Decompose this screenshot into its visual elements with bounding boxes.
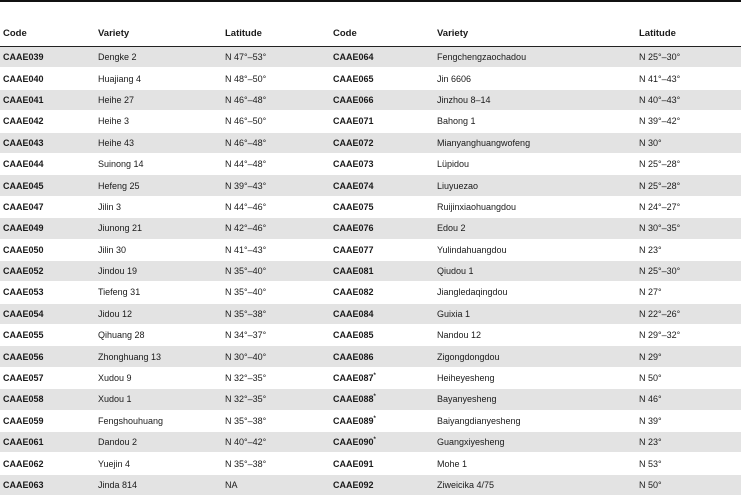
variety-cell: Jinzhou 8–14 [434, 89, 636, 110]
variety-cell: Xudou 9 [95, 367, 222, 388]
latitude-cell: N 29°–32° [636, 325, 741, 346]
table-row [0, 175, 741, 196]
variety-cell: Fengshouhuang [95, 410, 222, 431]
code-cell: CAAE041 [0, 89, 95, 110]
variety-cell: Jidou 12 [95, 303, 222, 324]
latitude-cell: N 41°–43° [222, 239, 330, 260]
code-cell: CAAE062 [0, 453, 95, 474]
table-row [0, 260, 741, 281]
variety-cell: Jinda 814 [95, 474, 222, 495]
latitude-cell: N 41°–43° [636, 68, 741, 89]
latitude-cell: N 24°–27° [636, 196, 741, 217]
code-text: CAAE092 [333, 480, 374, 490]
variety-cell: Edou 2 [434, 218, 636, 239]
latitude-cell: N 46°–48° [222, 132, 330, 153]
variety-cell: Qihuang 28 [95, 325, 222, 346]
code-cell [330, 260, 434, 281]
latitude-cell: N 53° [636, 453, 741, 474]
code-cell [330, 175, 434, 196]
latitude-cell: N 39° [636, 410, 741, 431]
latitude-cell: N 34°–37° [222, 325, 330, 346]
wild-footnote-mark: * [373, 415, 376, 422]
code-cell: CAAE056 [0, 346, 95, 367]
latitude-cell: N 25°–30° [636, 260, 741, 281]
code-text: CAAE075 [333, 201, 374, 212]
code-cell [330, 389, 434, 410]
latitude-cell: N 46° [636, 389, 741, 410]
code-text: CAAE064 [333, 52, 374, 63]
variety-cell: Bahong 1 [434, 111, 636, 132]
code-cell [330, 432, 434, 453]
header-row [0, 20, 741, 47]
code-cell [330, 111, 434, 132]
code-cell [330, 303, 434, 324]
table-row [0, 346, 741, 367]
table-row [0, 111, 741, 132]
variety-cell: Suinong 14 [95, 153, 222, 174]
variety-cell: Bayanyesheng [434, 389, 636, 410]
variety-cell: Ruijinxiaohuangdou [434, 196, 636, 217]
code-text: CAAE074 [333, 180, 374, 191]
header-latitude-right: Latitude [636, 20, 741, 47]
latitude-cell: N 32°–35° [222, 389, 330, 410]
variety-cell: Jindou 19 [95, 260, 222, 281]
latitude-cell: N 25°–28° [636, 175, 741, 196]
variety-cell: Jiangledaqingdou [434, 282, 636, 303]
wild-footnote-mark: * [373, 373, 376, 380]
table-row [0, 325, 741, 346]
code-cell: CAAE057 [0, 367, 95, 388]
variety-cell: Heiheyesheng [434, 367, 636, 388]
latitude-cell: N 29° [636, 346, 741, 367]
code-text: CAAE085 [333, 330, 374, 341]
code-cell: CAAE044 [0, 153, 95, 174]
table-row [0, 47, 741, 68]
table-row [0, 303, 741, 324]
code-cell: CAAE040 [0, 68, 95, 89]
code-cell: CAAE063 [0, 474, 95, 495]
latitude-cell: N 46°–48° [222, 89, 330, 110]
variety-cell: Liuyuezao [434, 175, 636, 196]
variety-cell: Tiefeng 31 [95, 282, 222, 303]
wild-footnote-mark: * [373, 437, 376, 444]
latitude-cell: N 39°–43° [222, 175, 330, 196]
code-text: CAAE072 [333, 137, 374, 148]
table-row [0, 474, 741, 495]
variety-cell: Yuejin 4 [95, 453, 222, 474]
header-variety-right: Variety [434, 20, 636, 47]
code-cell: CAAE049 [0, 218, 95, 239]
variety-cell: Ziweicika 4/75 [434, 474, 636, 495]
code-text: CAAE073 [333, 159, 374, 170]
variety-cell: Dandou 2 [95, 432, 222, 453]
table-row [0, 196, 741, 217]
code-cell: CAAE039 [0, 47, 95, 68]
code-cell [330, 410, 434, 431]
variety-cell: Xudou 1 [95, 389, 222, 410]
table-row [0, 410, 741, 431]
variety-cell: Mianyanghuangwofeng [434, 132, 636, 153]
wild-footnote-mark: * [373, 394, 376, 401]
code-cell: CAAE054 [0, 303, 95, 324]
code-cell: CAAE052 [0, 260, 95, 281]
code-text: CAAE088 [333, 394, 374, 405]
variety-cell: Jilin 3 [95, 196, 222, 217]
latitude-cell: N 44°–48° [222, 153, 330, 174]
variety-cell: Jiunong 21 [95, 218, 222, 239]
latitude-cell: N 50° [636, 474, 741, 495]
code-text: CAAE091 [333, 458, 374, 469]
variety-cell: Fengchengzaochadou [434, 47, 636, 68]
latitude-cell: N 35°–38° [222, 303, 330, 324]
code-text: CAAE081 [333, 266, 374, 277]
variety-cell: Mohe 1 [434, 453, 636, 474]
code-text: CAAE071 [333, 116, 374, 127]
code-text: CAAE087 [333, 373, 374, 384]
latitude-cell: N 50° [636, 367, 741, 388]
latitude-cell: N 32°–35° [222, 367, 330, 388]
variety-cell: Baiyangdianyesheng [434, 410, 636, 431]
code-text: CAAE089 [333, 415, 374, 426]
code-text: CAAE077 [333, 244, 374, 255]
table-row [0, 239, 741, 260]
header-code-left: Code [0, 20, 95, 47]
table-row [0, 132, 741, 153]
variety-cell: Yulindahuangdou [434, 239, 636, 260]
latitude-cell: N 25°–30° [636, 47, 741, 68]
variety-cell: Dengke 2 [95, 47, 222, 68]
header-code-right: Code [330, 20, 434, 47]
latitude-cell: N 40°–43° [636, 89, 741, 110]
code-cell: CAAE042 [0, 111, 95, 132]
latitude-cell: N 46°–50° [222, 111, 330, 132]
latitude-cell: N 35°–40° [222, 282, 330, 303]
code-text: CAAE090 [333, 437, 374, 448]
top-rule [0, 0, 741, 2]
latitude-cell: N 30° [636, 132, 741, 153]
variety-cell: Heihe 43 [95, 132, 222, 153]
code-cell [330, 89, 434, 110]
latitude-cell: N 23° [636, 432, 741, 453]
table-row [0, 282, 741, 303]
latitude-cell: N 35°–38° [222, 453, 330, 474]
code-text: CAAE082 [333, 287, 374, 298]
table-row [0, 68, 741, 89]
code-cell [330, 474, 434, 495]
table-row [0, 432, 741, 453]
variety-cell: Jin 6606 [434, 68, 636, 89]
code-cell: CAAE043 [0, 132, 95, 153]
code-cell: CAAE058 [0, 389, 95, 410]
table-row [0, 367, 741, 388]
code-cell: CAAE053 [0, 282, 95, 303]
code-cell [330, 282, 434, 303]
variety-cell: Heihe 27 [95, 89, 222, 110]
table-row [0, 453, 741, 474]
variety-cell: Heihe 3 [95, 111, 222, 132]
latitude-cell: N 35°–40° [222, 260, 330, 281]
code-cell [330, 367, 434, 388]
latitude-cell: N 30°–35° [636, 218, 741, 239]
latitude-cell: N 44°–46° [222, 196, 330, 217]
latitude-cell: N 39°–42° [636, 111, 741, 132]
table-row [0, 389, 741, 410]
latitude-cell: N 47°–53° [222, 47, 330, 68]
variety-cell: Hefeng 25 [95, 175, 222, 196]
code-text: CAAE065 [333, 73, 374, 84]
code-text: CAAE066 [333, 94, 374, 105]
latitude-cell: N 23° [636, 239, 741, 260]
code-cell [330, 47, 434, 68]
latitude-cell: N 25°–28° [636, 153, 741, 174]
variety-cell: Huajiang 4 [95, 68, 222, 89]
latitude-cell: N 22°–26° [636, 303, 741, 324]
variety-cell: Nandou 12 [434, 325, 636, 346]
variety-cell: Guixia 1 [434, 303, 636, 324]
table-row [0, 218, 741, 239]
table-row [0, 89, 741, 110]
code-cell [330, 325, 434, 346]
header-variety-left: Variety [95, 20, 222, 47]
code-text: CAAE076 [333, 223, 374, 234]
code-cell [330, 196, 434, 217]
code-cell [330, 453, 434, 474]
latitude-cell: N 40°–42° [222, 432, 330, 453]
variety-cell: Jilin 30 [95, 239, 222, 260]
code-cell: CAAE045 [0, 175, 95, 196]
table-row [0, 153, 741, 174]
variety-cell: Lüpidou [434, 153, 636, 174]
code-cell: CAAE047 [0, 196, 95, 217]
latitude-cell: NA [222, 474, 330, 495]
code-cell [330, 132, 434, 153]
code-text: CAAE086 [333, 351, 374, 362]
soybean-variety-table [0, 20, 741, 495]
code-cell [330, 68, 434, 89]
header-latitude-left: Latitude [222, 20, 330, 47]
code-cell: CAAE061 [0, 432, 95, 453]
latitude-cell: N 30°–40° [222, 346, 330, 367]
code-cell: CAAE050 [0, 239, 95, 260]
code-cell [330, 346, 434, 367]
code-cell: CAAE055 [0, 325, 95, 346]
variety-cell: Zigongdongdou [434, 346, 636, 367]
code-cell [330, 218, 434, 239]
latitude-cell: N 48°–50° [222, 68, 330, 89]
variety-cell: Qiudou 1 [434, 260, 636, 281]
latitude-cell: N 42°–46° [222, 218, 330, 239]
code-cell: CAAE059 [0, 410, 95, 431]
code-cell [330, 153, 434, 174]
code-text: CAAE084 [333, 308, 374, 319]
latitude-cell: N 35°–38° [222, 410, 330, 431]
variety-cell: Guangxiyesheng [434, 432, 636, 453]
latitude-cell: N 27° [636, 282, 741, 303]
variety-cell: Zhonghuang 13 [95, 346, 222, 367]
code-cell [330, 239, 434, 260]
